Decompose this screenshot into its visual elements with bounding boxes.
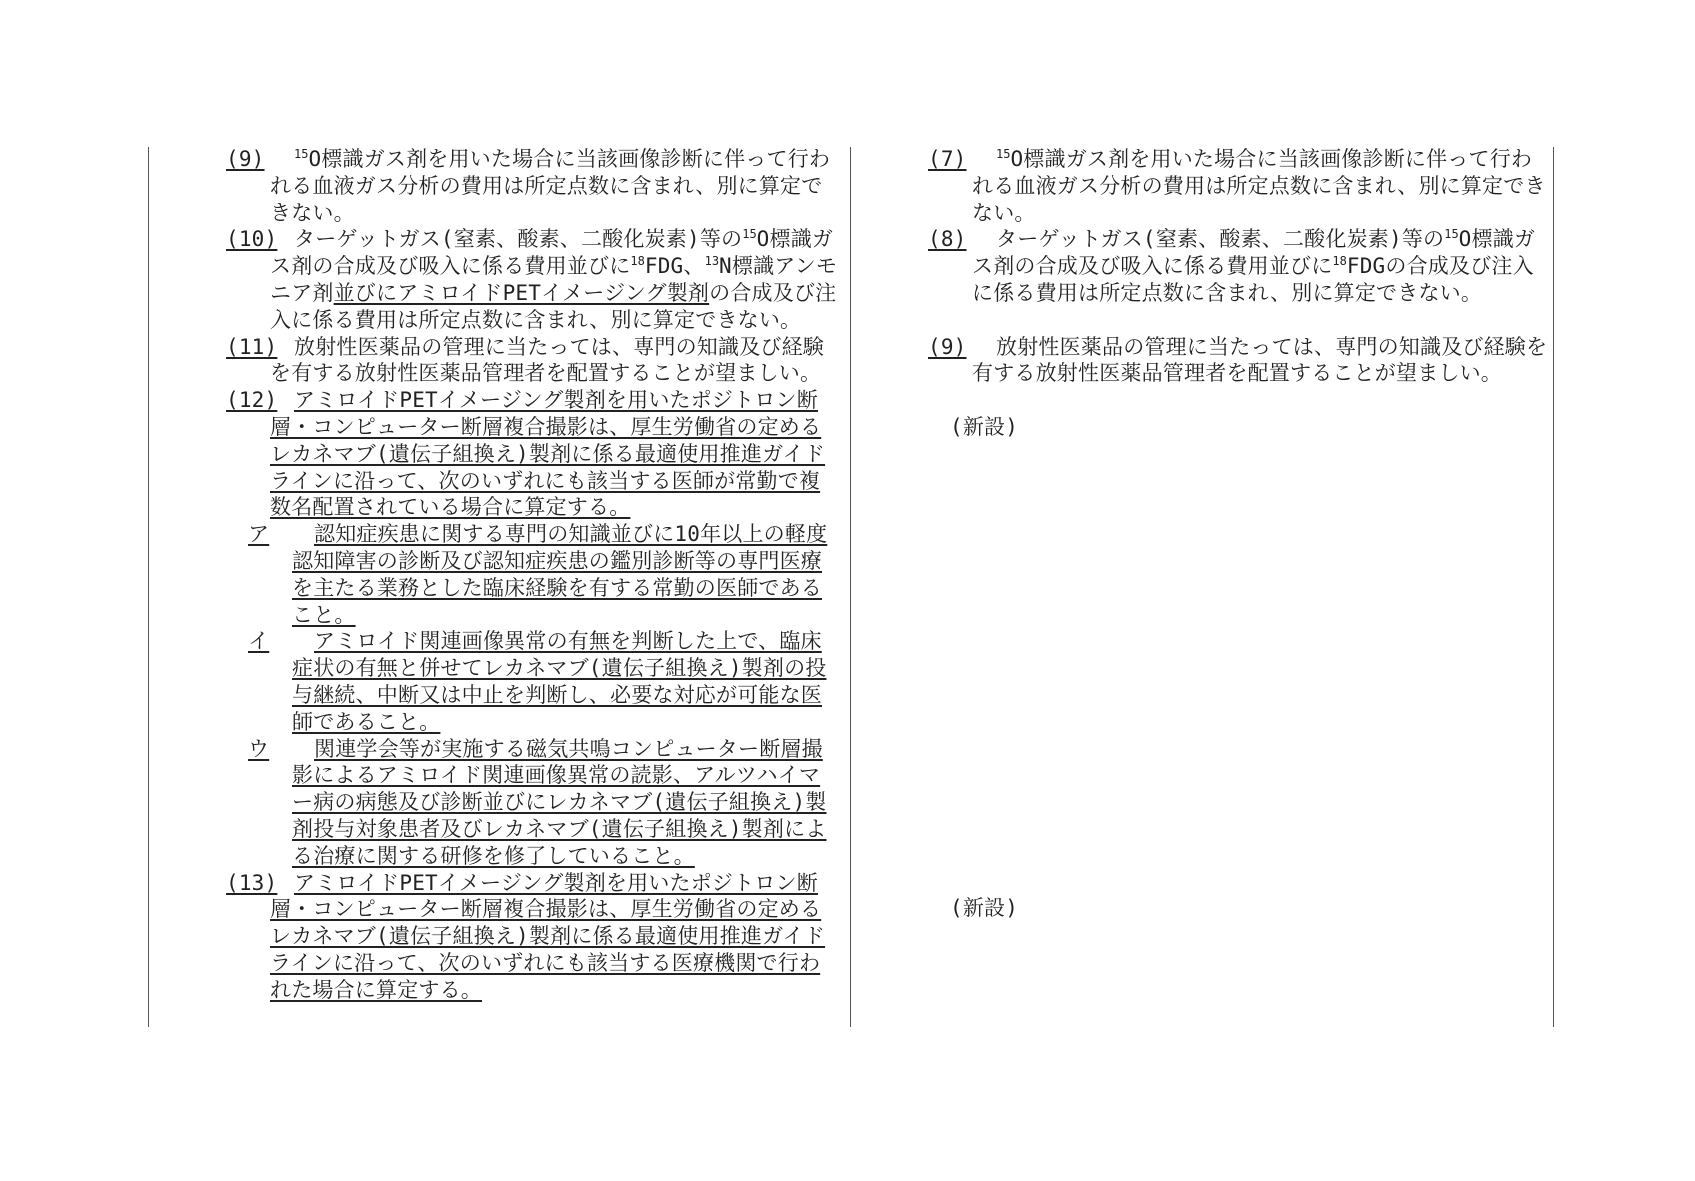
item-number: (9) xyxy=(928,334,967,359)
sub-label: ウ xyxy=(248,736,270,761)
item-text: O標識ガス剤を用いた場合に当該画像診断に伴って行われる血液ガス分析の費用は所定点数に含まれ、別に算定できない。 xyxy=(270,147,831,225)
item-text: 放射性医薬品の管理に当たっては、専門の知識及び経験を有する放射性医薬品管理者を配置することが望ましい。 xyxy=(972,334,1548,386)
superscript: 15 xyxy=(1444,227,1459,242)
new-provision-marker-1 xyxy=(950,414,1550,441)
underlined-amendment: アミロイドPETイメージング製剤を用いたポジトロン断層・コンピューター断層複合撮影は、厚生労働省の定めるレカネマブ(遺伝子組換え)製剤に係る最適使用推進ガイドラインに沿って、次のいずれにも該当する医療機関で行われた場合に算定する。 xyxy=(270,870,826,1002)
item-number: (9) xyxy=(226,147,265,171)
item-number: (10) xyxy=(226,227,278,252)
sub-label: イ xyxy=(248,629,270,654)
item-text: の合成及び注入に係る費用は所定点数に含まれ、別に算定できない。 xyxy=(270,280,837,332)
new-provision-label: (新設) xyxy=(950,414,1019,439)
underlined-amendment: 並びにアミロイドPETイメージング製剤 xyxy=(333,280,710,305)
new-provision-marker-2 xyxy=(950,895,1550,922)
item-13-left xyxy=(226,870,840,1004)
superscript: 13 xyxy=(704,254,720,269)
superscript: 18 xyxy=(630,254,645,269)
item-12-sub-b xyxy=(248,628,840,735)
item-number: (13) xyxy=(226,870,278,895)
item-7-right xyxy=(928,146,1550,226)
item-9-right xyxy=(928,334,1550,388)
item-text: O標識ガス剤の合成及び吸入に係る費用並びに xyxy=(270,227,834,279)
new-provision-label: (新設) xyxy=(950,896,1019,920)
item-12-sub-c xyxy=(248,736,840,870)
item-12-left xyxy=(226,387,840,521)
item-text: O標識ガス剤の合成及び吸入に係る費用並びに xyxy=(972,227,1536,279)
item-text: FDG、 xyxy=(644,254,705,279)
item-text: ターゲットガス(窒素、酸素、二酸化炭素)等の xyxy=(294,227,743,252)
right-border-line xyxy=(1553,147,1554,1027)
item-number: (11) xyxy=(226,334,278,359)
left-border-line xyxy=(148,147,149,1027)
item-text: 放射性医薬品の管理に当たっては、専門の知識及び経験を有する放射性医薬品管理者を配置することが望ましい。 xyxy=(270,334,824,386)
item-9-left xyxy=(226,146,840,226)
item-number: (12) xyxy=(226,388,278,413)
underlined-amendment: アミロイド関連画像異常の有無を判断した上で、臨床症状の有無と併せてレカネマブ(遺伝子組換え)製剤の投与継続、中断又は中止を判断し、必要な対応が可能な医師であること。 xyxy=(292,629,827,734)
spacer xyxy=(950,387,1550,414)
item-8-right xyxy=(928,226,1550,306)
spacer xyxy=(950,307,1550,334)
underlined-amendment: 関連学会等が実施する磁気共鳴コンピューター断層撮影によるアミロイド関連画像異常の読影、アルツハイマー病の病態及び診断並びにレカネマブ(遺伝子組換え)製剤投与対象患者及びレカネマブ(遺伝子組換え)製剤による治療に関する研修を修了していること。 xyxy=(292,736,827,868)
underlined-amendment: 認知症疾患に関する専門の知識並びに10年以上の軽度認知障害の診断及び認知症疾患の鑑別診断等の専門医療を主たる業務とした臨床経験を有する常勤の医師であること。 xyxy=(292,522,828,627)
item-number: (8) xyxy=(928,227,967,252)
superscript: 18 xyxy=(1332,254,1347,269)
item-12-sub-a xyxy=(248,521,840,628)
revised-text-column xyxy=(226,146,840,1004)
item-11-left xyxy=(226,334,840,388)
superscript: 15 xyxy=(996,147,1011,161)
underlined-amendment: アミロイドPETイメージング製剤を用いたポジトロン断層・コンピューター断層複合撮影は、厚生労働省の定めるレカネマブ(遺伝子組換え)製剤に係る最適使用推進ガイドラインに沿って、次のいずれにも該当する医師が常勤で複数名配置されている場合に算定する。 xyxy=(270,388,826,520)
superscript: 15 xyxy=(742,227,757,242)
item-text: N標識アンモニア剤 xyxy=(270,254,838,305)
sub-label: ア xyxy=(248,522,270,547)
item-text: FDGの合成及び注入に係る費用は所定点数に含まれ、別に算定できない。 xyxy=(972,254,1534,305)
item-text: O標識ガス剤を用いた場合に当該画像診断に伴って行われる血液ガス分析の費用は所定点数に含まれ、別に算定できない。 xyxy=(972,147,1546,225)
item-10-left xyxy=(226,226,840,333)
superscript: 15 xyxy=(294,147,309,161)
center-divider-line xyxy=(850,147,851,1027)
item-number: (7) xyxy=(928,147,967,171)
current-text-column xyxy=(928,146,1550,441)
item-text: ターゲットガス(窒素、酸素、二酸化炭素)等の xyxy=(996,227,1445,252)
